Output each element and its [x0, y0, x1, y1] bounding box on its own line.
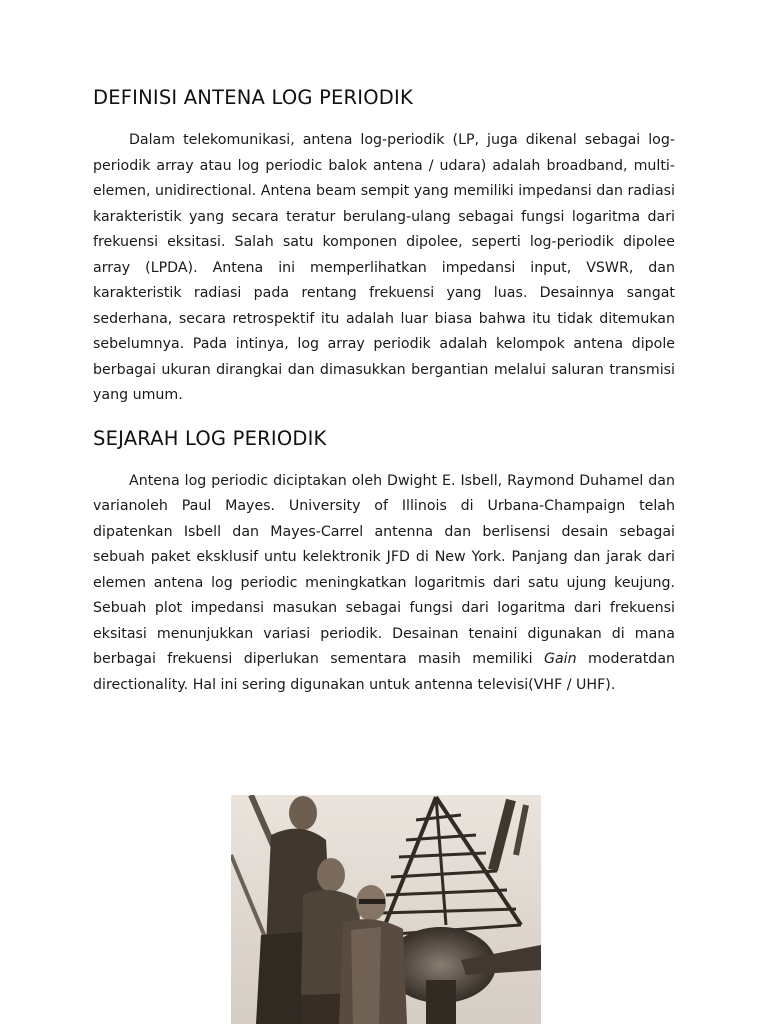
heading-definisi: DEFINISI ANTENA LOG PERIODIK [93, 86, 413, 109]
antenna-photo-illustration [231, 795, 541, 1024]
heading-sejarah: SEJARAH LOG PERIODIK [93, 426, 327, 450]
italic-gain-term: Gain [543, 651, 577, 667]
paragraph-sejarah [93, 469, 675, 699]
paragraph-definisi: Dalam telekomunikasi, antena log-periodik (LP, juga dikenal sebagai log-periodik array atau log periodic balok antena / udara) adalah broadband, multi-elemen, unidirectional. Antena beam sempit yang memiliki impedansi dan radiasi karakteristik yang secara teratur berulang-ulang sebagai fungsi logaritma dari frekuensi eksitasi. Salah satu komponen dipolee, seperti log-periodik dipolee array (LPDA). Antena ini memperlihatkan impedansi input, VSWR, dan karakteristik radiasi pada rentang frekuensi yang luas. Desainnya sangat sederhana, secara retrospektif itu adalah luar biasa bahwa itu tidak ditemukan sebelumnya. Pada intinya, log array periodik adalah kelompok antena dipole berbagai ukuran dirangkai dan dimasukkan bergantian melalui saluran transmisi yang umum. [93, 132, 675, 403]
antenna-photo [231, 795, 541, 1024]
document-content [93, 84, 675, 698]
sepia-tone [231, 795, 541, 1024]
paragraph-sejarah-part-1: Antena log periodic diciptakan oleh Dwight E. Isbell, Raymond Duhamel dan varianoleh Paul Mayes. University of Illinois di Urbana-Champaign telah dipatenkan Isbell dan Mayes-Carrel antenna dan berlisensi desain sebagai sebuah paket eksklusif untu kelektronik JFD di New York. Panjang dan jarak dari elemen antena log periodic meningkatkan logaritmis dari satu ujung keujung. Sebuah plot impedansi masukan sebagai fungsi dari logaritma dari frekuensi eksitasi menunjukkan variasi periodik. Desainan tenaini digunakan di mana berbagai frekuensi diperlukan sementara masih memiliki [93, 472, 675, 667]
paragraph-sejarah-part-2: moderatdan directionality. Hal ini sering digunakan untuk antenna televisi(VHF / UHF). [93, 651, 676, 693]
